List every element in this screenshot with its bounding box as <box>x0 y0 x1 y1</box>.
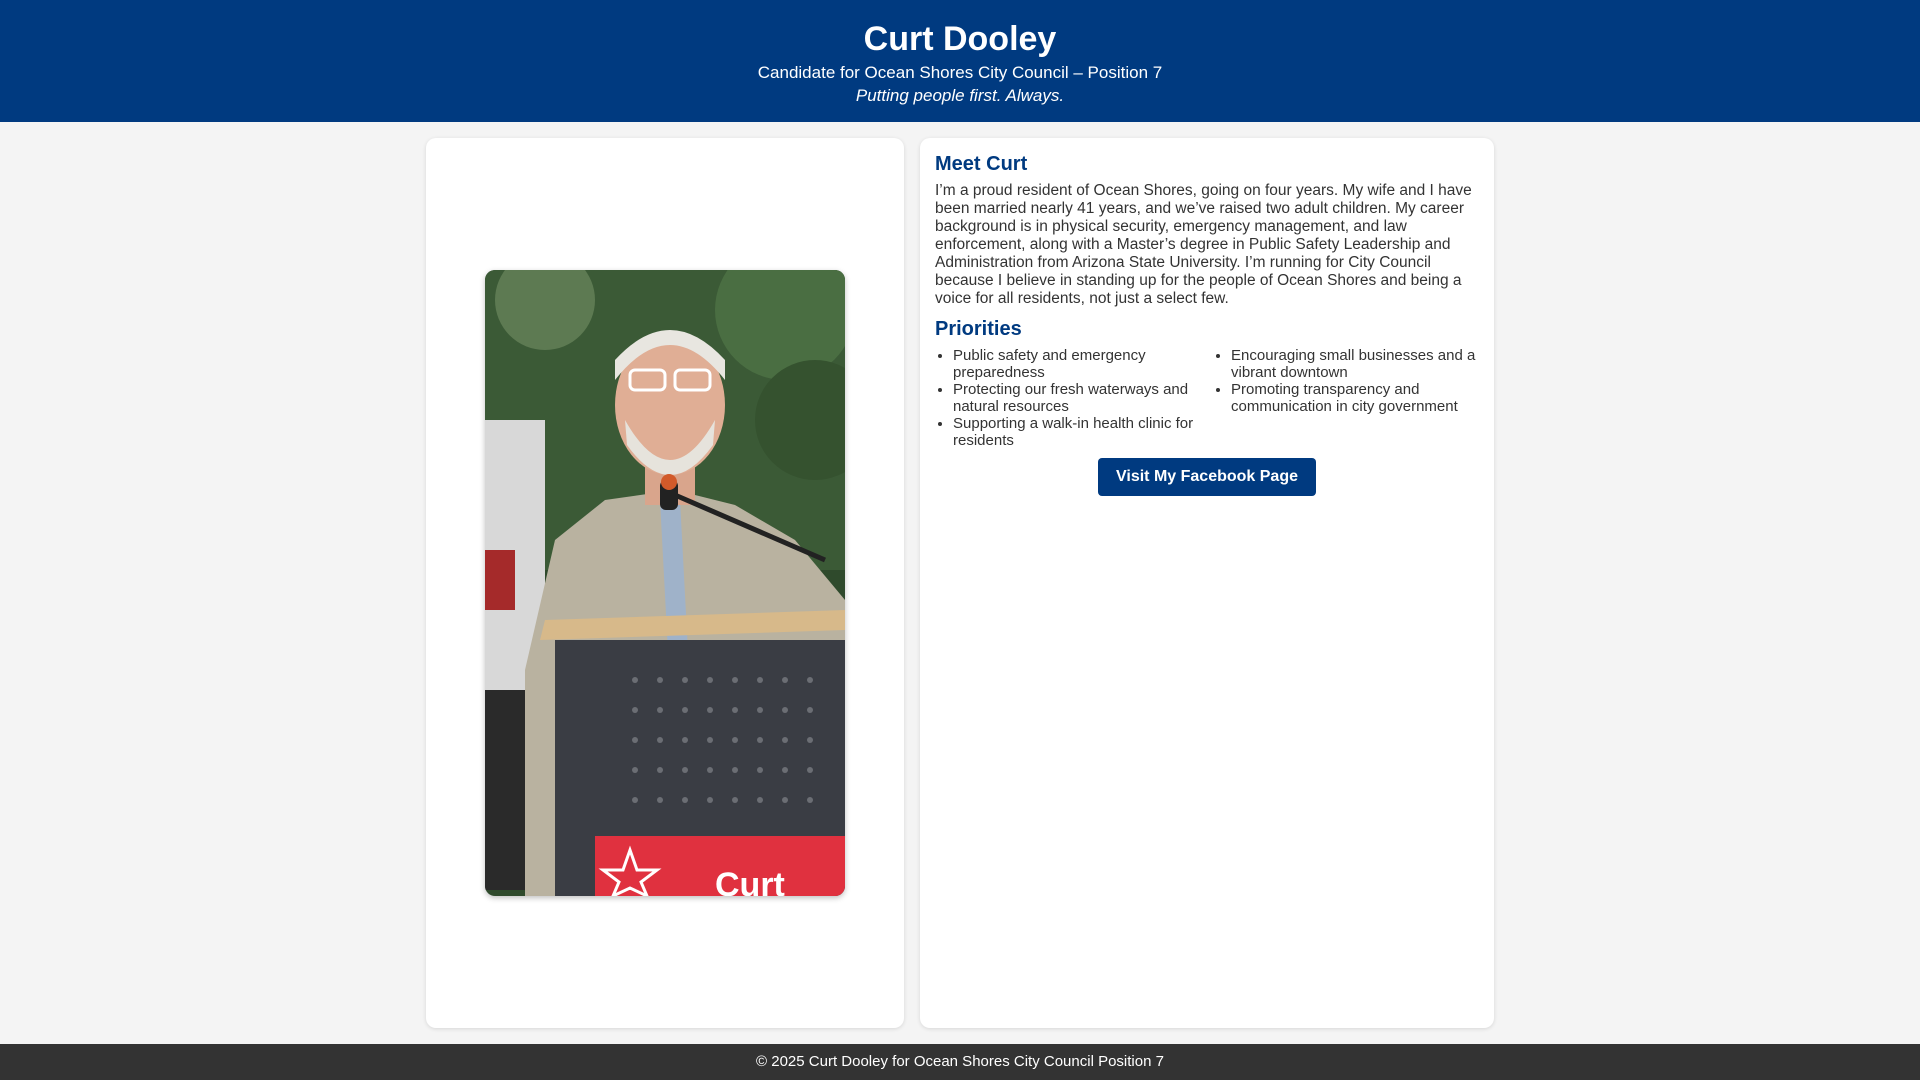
site-header <box>0 0 1920 122</box>
priorities-column-left <box>935 347 1201 449</box>
candidate-photo <box>485 270 845 896</box>
campaign-tagline: Putting people first. Always. <box>855 86 1065 105</box>
page-title: Curt Dooley <box>863 20 1057 58</box>
priority-item: • Protecting our fresh waterways and natural resources <box>953 381 1201 415</box>
sign-text: Curt <box>715 866 785 896</box>
meet-heading: Meet Curt <box>935 153 1028 175</box>
priorities-list <box>935 347 1479 449</box>
photo-card <box>426 138 904 1028</box>
candidate-subtitle: Candidate for Ocean Shores City Council – Position 7 <box>757 63 1163 82</box>
priorities-column-right <box>1213 347 1479 449</box>
priority-item: • Encouraging small businesses and a vibrant downtown <box>1231 347 1479 381</box>
cta-wrap <box>935 458 1479 496</box>
priority-item: • Supporting a walk-in health clinic for residents <box>953 415 1201 449</box>
facebook-page-button[interactable]: Visit My Facebook Page <box>1098 458 1316 496</box>
priority-item: • Promoting transparency and communication in city government <box>1231 381 1479 415</box>
priority-item: • Public safety and emergency preparedness <box>953 347 1201 381</box>
bio-text: I’m a proud resident of Ocean Shores, going on four years. My wife and I have been married nearly 41 years, and we’ve raised two adult children. My career background is in physical security, emergency management, and law enforcement, along with a Master’s degree in Public Safety Leadership and Administration from Arizona State University. I’m running for City Council because I believe in standing up for the people of Ocean Shores and being a voice for all residents, not just a select few. <box>935 182 1472 307</box>
site-footer: © 2025 Curt Dooley for Ocean Shores City Council Position 7 <box>0 1044 1920 1080</box>
priorities-heading: Priorities <box>935 318 1022 340</box>
info-card <box>920 138 1494 1028</box>
